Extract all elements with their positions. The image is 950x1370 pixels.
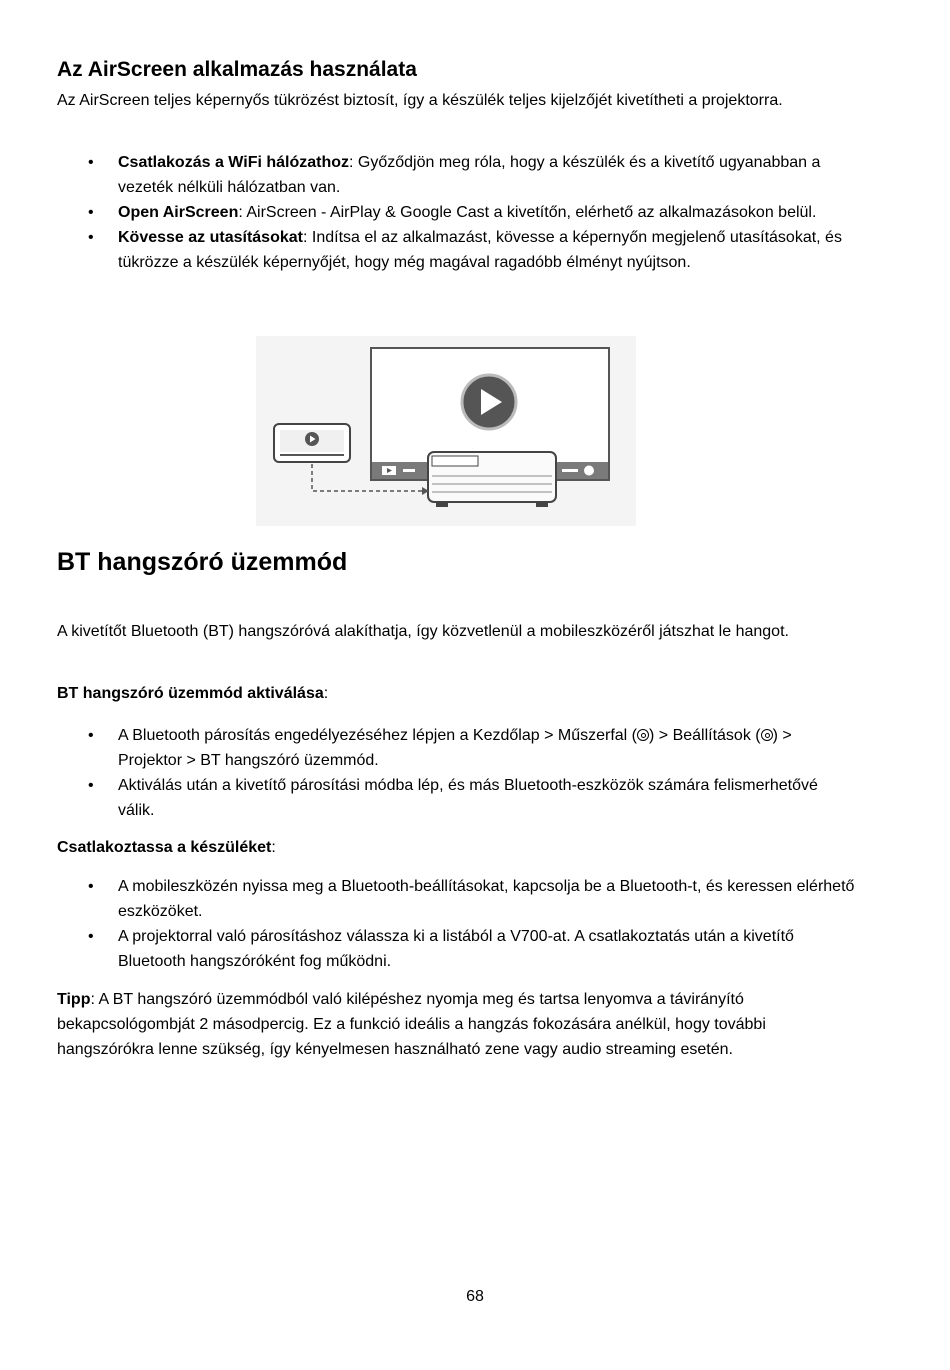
bullet-dot: • (88, 229, 94, 246)
bullet-text: A mobileszközén nyissa meg a Bluetooth-beállításokat, kapcsolja be a Bluetooth-t, és keressen elérhető eszközöket. (118, 878, 855, 920)
bullet-bold-label: Csatlakozás a WiFi hálózathoz (118, 154, 350, 171)
bt-activate-label (57, 681, 847, 706)
list-item (57, 874, 857, 924)
bullet-dot: • (88, 878, 94, 895)
list-item (57, 200, 857, 225)
bullet-text: ) > Beállítások ( (649, 727, 761, 744)
connect-label-bold: Csatlakoztassa a készüléket (57, 839, 272, 856)
activate-label-bold: BT hangszóró üzemmód aktiválása (57, 685, 324, 702)
bullet-text: : Indítsa el az alkalmazást, kövesse a képernyőn megjelenő utasításokat, és tükrözze a készülék képernyőjét, hogy még magával ragadóbb élményt nyújtson. (118, 229, 842, 271)
projector-foot (436, 502, 448, 507)
projector-foot (536, 502, 548, 507)
activate-label-colon: : (323, 685, 329, 702)
projector-ports (432, 456, 478, 466)
bullet-bold-label: Open AirScreen (118, 204, 239, 221)
list-item (57, 773, 857, 823)
list-item (57, 924, 857, 974)
bullet-dot: • (88, 727, 94, 744)
bullet-bold-label: Kövesse az utasításokat (118, 229, 303, 246)
bullet-dot: • (88, 154, 94, 171)
bt-activate-list (57, 723, 857, 823)
bullet-text: A projektorral való párosításhoz válassza ki a listából a V700-at. A csatlakoztatás után a kivetítő Bluetooth hangszóróként fog működni. (118, 928, 794, 970)
tip-text: : A BT hangszóró üzemmódból való kilépéshez nyomja meg és tartsa lenyomva a távirányító bekapcsológombját 2 másodpercig. Ez a funkció ideális a hangzás fokozására anélkül, hogy további hangszórókra lenne szükség, így kényelmesen használható zene vagy audio streaming esetén. (57, 991, 766, 1058)
airscreen-heading: Az AirScreen alkalmazás használata (57, 58, 417, 81)
bullet-dot: • (88, 928, 94, 945)
bullet-dot: • (88, 777, 94, 794)
tip-label: Tipp (57, 991, 91, 1008)
bullet-text: : Győződjön meg róla, hogy a készülék és a kivetítő ugyanabban a vezeték nélküli hálózatban van. (118, 154, 821, 196)
list-item (57, 150, 857, 200)
page-number: 68 (466, 1288, 484, 1305)
bt-heading: BT hangszóró üzemmód (57, 548, 348, 576)
bullet-dot: • (88, 204, 94, 221)
bullet-text: : AirScreen - AirPlay & Google Cast a kivetítőn, elérhető az alkalmazásokon belül. (238, 204, 817, 221)
list-item (57, 225, 857, 275)
bt-intro: A kivetítőt Bluetooth (BT) hangszóróvá alakíthatja, így közvetlenül a mobileszközéről játszhat le hangot. (57, 623, 789, 640)
airscreen-illustration (256, 336, 636, 526)
screen-progress-mark (403, 469, 415, 472)
gear-icon (761, 729, 773, 741)
bullet-text: ) > Projektor > BT hangszóró üzemmód. (118, 727, 792, 769)
gear-icon (637, 729, 649, 741)
bullet-text: A Bluetooth párosítás engedélyezéséhez lépjen a Kezdőlap > Műszerfal ( (118, 727, 637, 744)
bt-connect-label (57, 835, 847, 860)
bullet-text: Aktiválás után a kivetítő párosítási módba lép, és más Bluetooth-eszközök számára felismerhetővé válik. (118, 777, 818, 819)
airscreen-intro: Az AirScreen teljes képernyős tükrözést biztosít, így a készülék teljes kijelzőjét kivetítheti a projektorra. (57, 92, 783, 109)
list-item (57, 723, 857, 773)
connect-label-colon: : (271, 839, 276, 856)
bt-tip (57, 987, 837, 1062)
screen-volume-bar (562, 469, 578, 472)
bt-connect-list (57, 874, 857, 974)
volume-icon (584, 466, 594, 476)
airscreen-bullet-list (57, 150, 857, 275)
